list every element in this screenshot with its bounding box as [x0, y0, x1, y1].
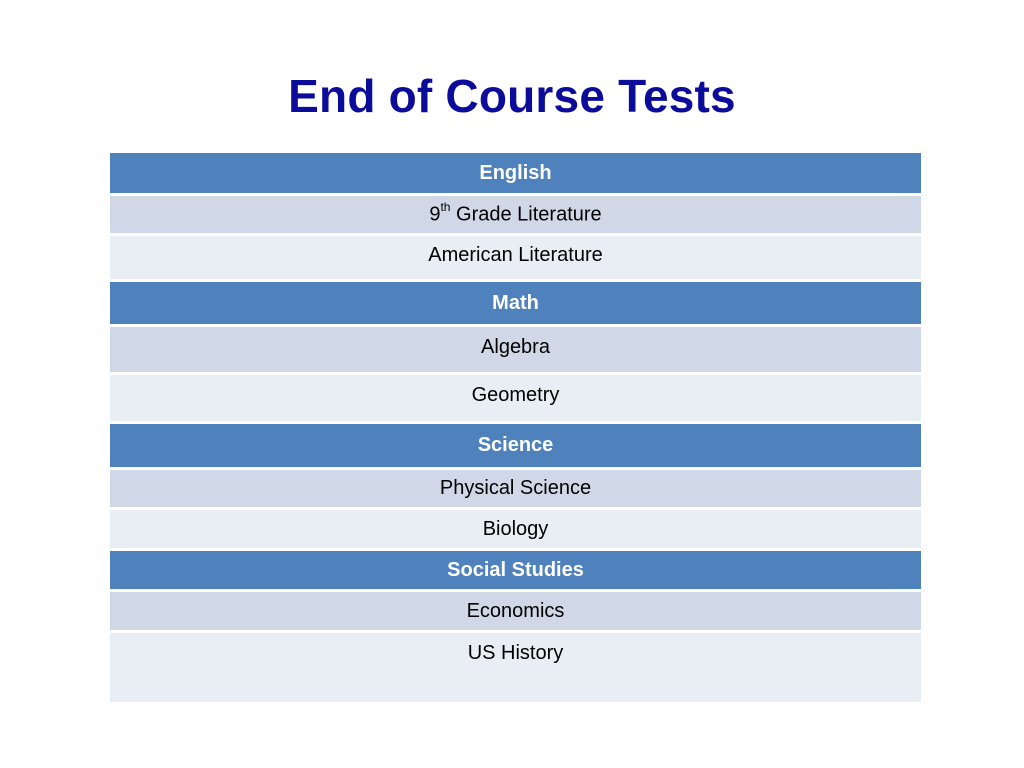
course-name: Biology — [482, 517, 549, 540]
section-header-label: Math — [492, 291, 539, 314]
table-row — [110, 236, 921, 279]
course-name — [429, 202, 601, 227]
table-row — [110, 470, 921, 507]
course-grade-suffix: th — [440, 200, 451, 215]
section-header-label: English — [479, 161, 552, 184]
table-row — [110, 196, 921, 233]
course-name: American Literature — [428, 244, 603, 266]
course-name-rest: Grade Literature — [450, 203, 602, 226]
section-header-label: Social Studies — [447, 558, 584, 581]
table-row — [110, 592, 921, 630]
page-title: End of Course Tests — [288, 70, 736, 122]
table-row — [110, 633, 921, 702]
table-section-header-math — [110, 282, 921, 324]
course-grade-number: 9 — [429, 203, 441, 226]
table-section-header-english — [110, 153, 921, 193]
course-name: Algebra — [481, 336, 550, 358]
course-table — [110, 153, 921, 702]
table-row — [110, 510, 921, 548]
table-section-header-social-studies — [110, 551, 921, 589]
table-row — [110, 327, 921, 372]
table-row — [110, 375, 921, 421]
course-name: US History — [467, 642, 564, 664]
section-header-label: Science — [477, 434, 554, 456]
table-section-header-science — [110, 424, 921, 467]
course-name: Geometry — [471, 384, 560, 406]
course-name: Economics — [466, 599, 565, 622]
course-name: Physical Science — [439, 477, 592, 499]
